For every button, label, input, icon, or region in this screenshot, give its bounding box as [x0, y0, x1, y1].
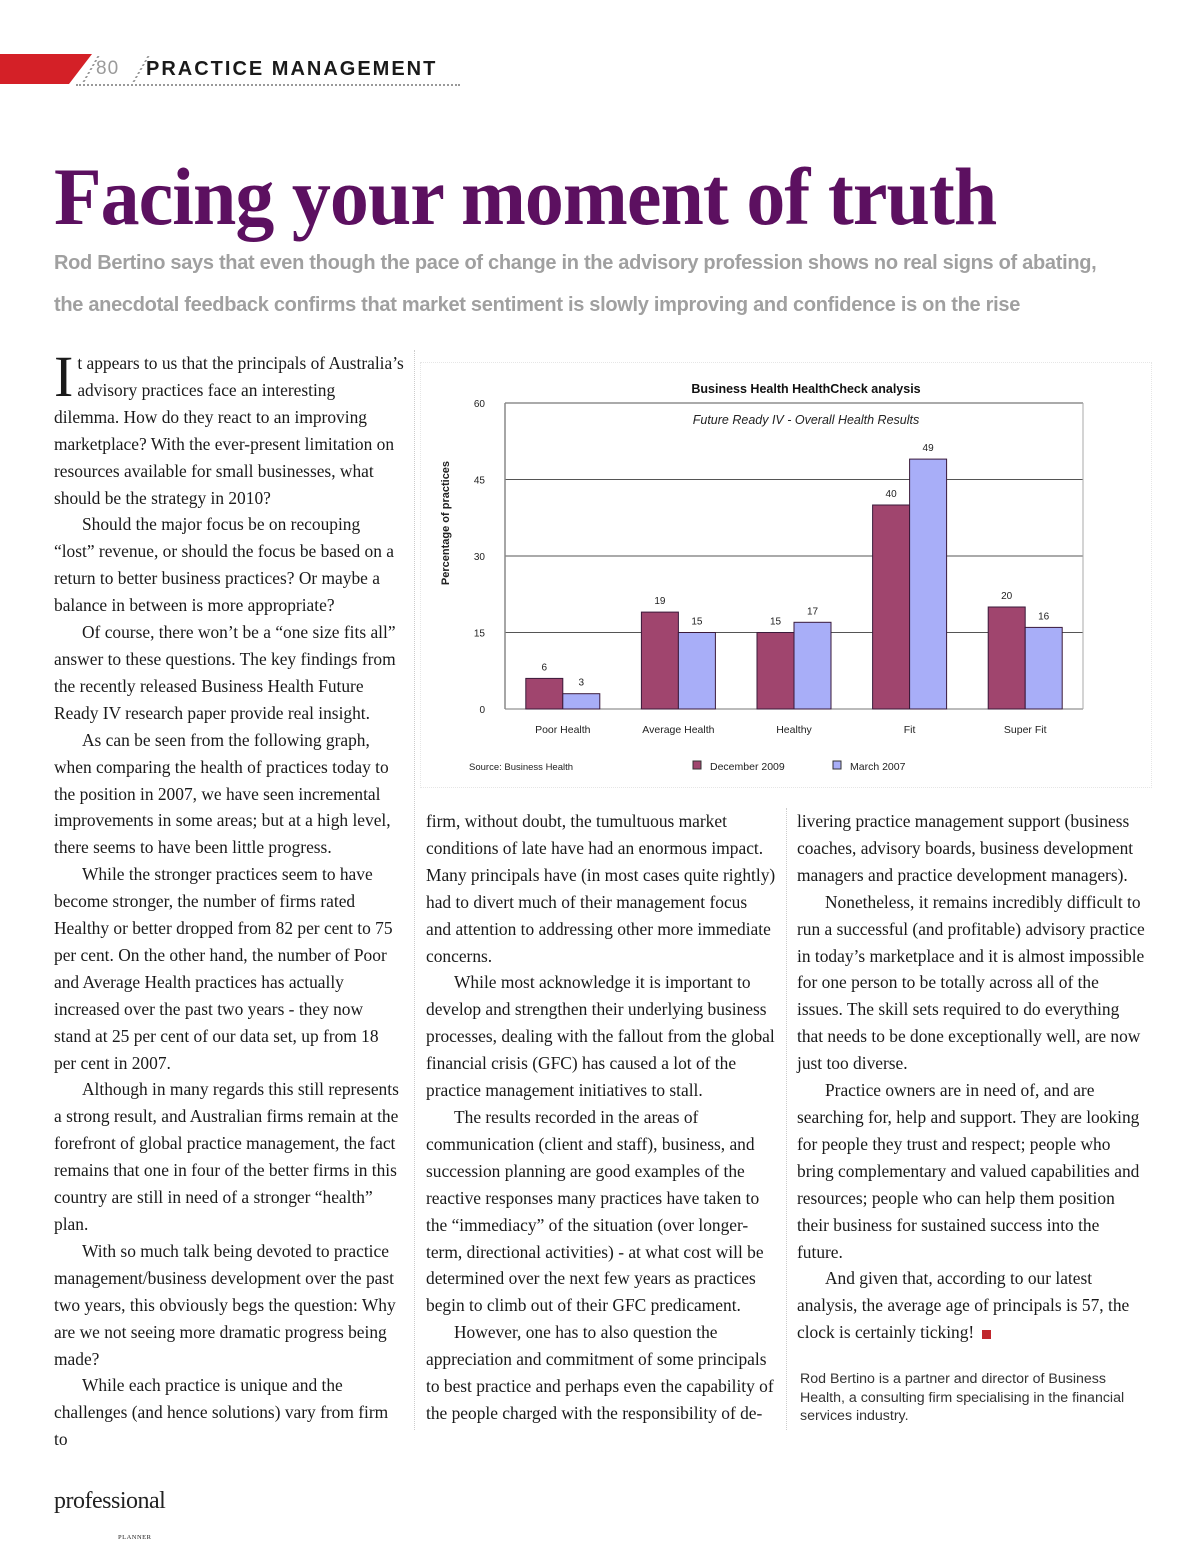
y-axis-label: Percentage of practices: [440, 460, 452, 586]
data-label: 17: [806, 606, 819, 618]
data-label: 6: [541, 662, 548, 674]
bar-chart: [421, 363, 1151, 787]
data-label: 16: [1038, 611, 1050, 623]
publication-logo-sub: PLANNER: [118, 1534, 152, 1541]
bar: [641, 612, 678, 709]
paragraph: While the stronger practices seem to have become stronger, the number of firms rated Healthy or better dropped from 82 per cent to 75 per cent. On the other hand, the number of Poor and Average Health practices has actually increased over the past two years - they now stand at 25 per cent of our data set, up from 18 per cent in 2007.: [54, 864, 393, 1073]
column-divider: [414, 350, 415, 1430]
chart-title: Business Health HealthCheck analysis: [691, 382, 921, 396]
paragraph: While each practice is unique and the challenges (and hence solutions) vary from firm to: [54, 1375, 389, 1450]
data-label: 19: [654, 596, 666, 608]
data-label: 20: [1001, 591, 1013, 602]
bar: [563, 694, 600, 709]
bar: [757, 633, 794, 710]
y-tick-label: 30: [473, 552, 485, 563]
legend-swatch: [693, 761, 701, 769]
paragraph: And given that, according to our latest analysis, the average age of principals is 57, the clock is certainly ticking!: [797, 1268, 1130, 1343]
x-tick-label: Fit: [903, 724, 916, 736]
bar: [988, 607, 1025, 709]
article-column-1: [54, 344, 404, 1453]
x-tick-label: Average Health: [642, 724, 715, 736]
chart-source: Source: Business Health: [469, 762, 574, 773]
y-tick-label: 60: [473, 399, 485, 410]
end-of-article-mark: [982, 1330, 991, 1339]
paragraph: With so much talk being devoted to practice management/business development over the past two years, this obviously begs the question: Why are we not seeing more dramatic progress being made?: [54, 1240, 396, 1369]
standfirst-line-2: the anecdotal feedback confirms that market sentiment is slowly improving and confidence is on the rise: [54, 294, 1021, 316]
x-tick-label: Super Fit: [1003, 724, 1047, 736]
column-divider: [786, 808, 787, 1430]
paragraph: livering practice management support (business coaches, advisory boards, business development managers and practice development managers).: [797, 811, 1134, 885]
paragraph: Nonetheless, it remains incredibly difficult to run a successful (and profitable) advisory practice in today’s marketplace and it is almost impossible for one person to be totally across all of the issues. The skill sets required to do everything that needs to be done exceptionally well, are now just too diverse.: [797, 891, 1145, 1074]
paragraph: However, one has to also question the appreciation and commitment of some principals to best practice and perhaps even the capability of the people charged with the responsibility of de-: [426, 1322, 774, 1423]
page-number: 80: [96, 58, 120, 79]
header-accent-bar: [0, 54, 92, 84]
bar: [794, 622, 831, 709]
legend-swatch: [833, 761, 841, 769]
bar: [873, 505, 910, 709]
paragraph: It appears to us that the principals of Australia’s advisory practices face an interesting dilemma. How do they react to an improving marketplace? With the ever-present limitation on resources available for small businesses, what should be the strategy in 2010?: [54, 344, 404, 508]
data-label: 15: [769, 616, 782, 628]
chart-subtitle: Future Ready IV - Overall Health Results: [692, 413, 920, 427]
data-label: 3: [578, 677, 585, 689]
publication-logo: professional: [54, 1488, 166, 1514]
bar: [526, 678, 563, 709]
y-tick-label: 0: [479, 705, 485, 716]
x-tick-label: Healthy: [776, 724, 812, 736]
data-label: 15: [691, 616, 703, 628]
chart-panel: [420, 362, 1152, 788]
author-bio: Rod Bertino is a partner and director of Business Health, a consulting firm specialising in the financial services industry.: [800, 1371, 1125, 1424]
data-label: 40: [885, 489, 897, 500]
standfirst-line-1: Rod Bertino says that even though the pace of change in the advisory profession shows no real signs of abating,: [54, 252, 1097, 274]
bar: [678, 633, 715, 710]
paragraph: The results recorded in the areas of communication (client and staff), business, and succession planning are good examples of the reactive responses many practices have taken to the “immediacy” of the situation (over longer-term, directional activities) - at what cost will be determined over the next few years as practices begin to climb out of their GFC predicament.: [426, 1106, 764, 1316]
drop-cap: I: [54, 344, 74, 409]
legend-label: December 2009: [710, 761, 785, 773]
header-dotted-rule: [76, 84, 460, 86]
paragraph: Although in many regards this still represents a strong result, and Australian firms remain at the forefront of global practice management, the fact remains that one in four of the better firms in this country are still in need of a stronger “health” plan.: [54, 1079, 399, 1234]
paragraph: Practice owners are in need of, and are searching for, help and support. They are looking for people they trust and respect; people who bring complementary and valued capabilities and resources; people who can help them position their business for sustained success into the future.: [797, 1080, 1140, 1262]
x-tick-label: Poor Health: [535, 724, 591, 736]
bar: [910, 459, 947, 709]
y-tick-label: 45: [473, 475, 485, 487]
paragraph: Of course, there won’t be a “one size fits all” answer to these questions. The key findings from the recently released Business Health Future Ready IV research paper provide real insight.: [54, 622, 396, 723]
paragraph: Should the major focus be on recouping “lost” revenue, or should the focus be based on a return to better business practices? Or maybe a balance in between is more appropriate?: [54, 514, 394, 616]
bar: [1025, 627, 1062, 709]
section-title: PRACTICE MANAGEMENT: [146, 58, 438, 80]
y-tick-label: 15: [473, 628, 485, 640]
article-title: Facing your moment of truth: [54, 151, 997, 242]
legend-label: March 2007: [850, 761, 906, 773]
paragraph: As can be seen from the following graph, when comparing the health of practices today to the position in 2007, we have seen incremental improvements in some areas; but at a high level, there seems to have been little progress.: [54, 729, 391, 858]
paragraph: While most acknowledge it is important to develop and strengthen their underlying business processes, dealing with the fallout from the global financial crisis (GFC) has caused a lot of the practice management initiatives to stall.: [426, 972, 775, 1101]
article-column-2: [426, 808, 776, 1427]
data-label: 49: [922, 443, 934, 455]
paragraph: firm, without doubt, the tumultuous market conditions of late have had an enormous impact. Many principals have (in most cases quite rightly) had to divert much of their management focus and attention to addressing other more immediate concerns.: [426, 811, 776, 966]
article-column-3: [797, 808, 1147, 1346]
